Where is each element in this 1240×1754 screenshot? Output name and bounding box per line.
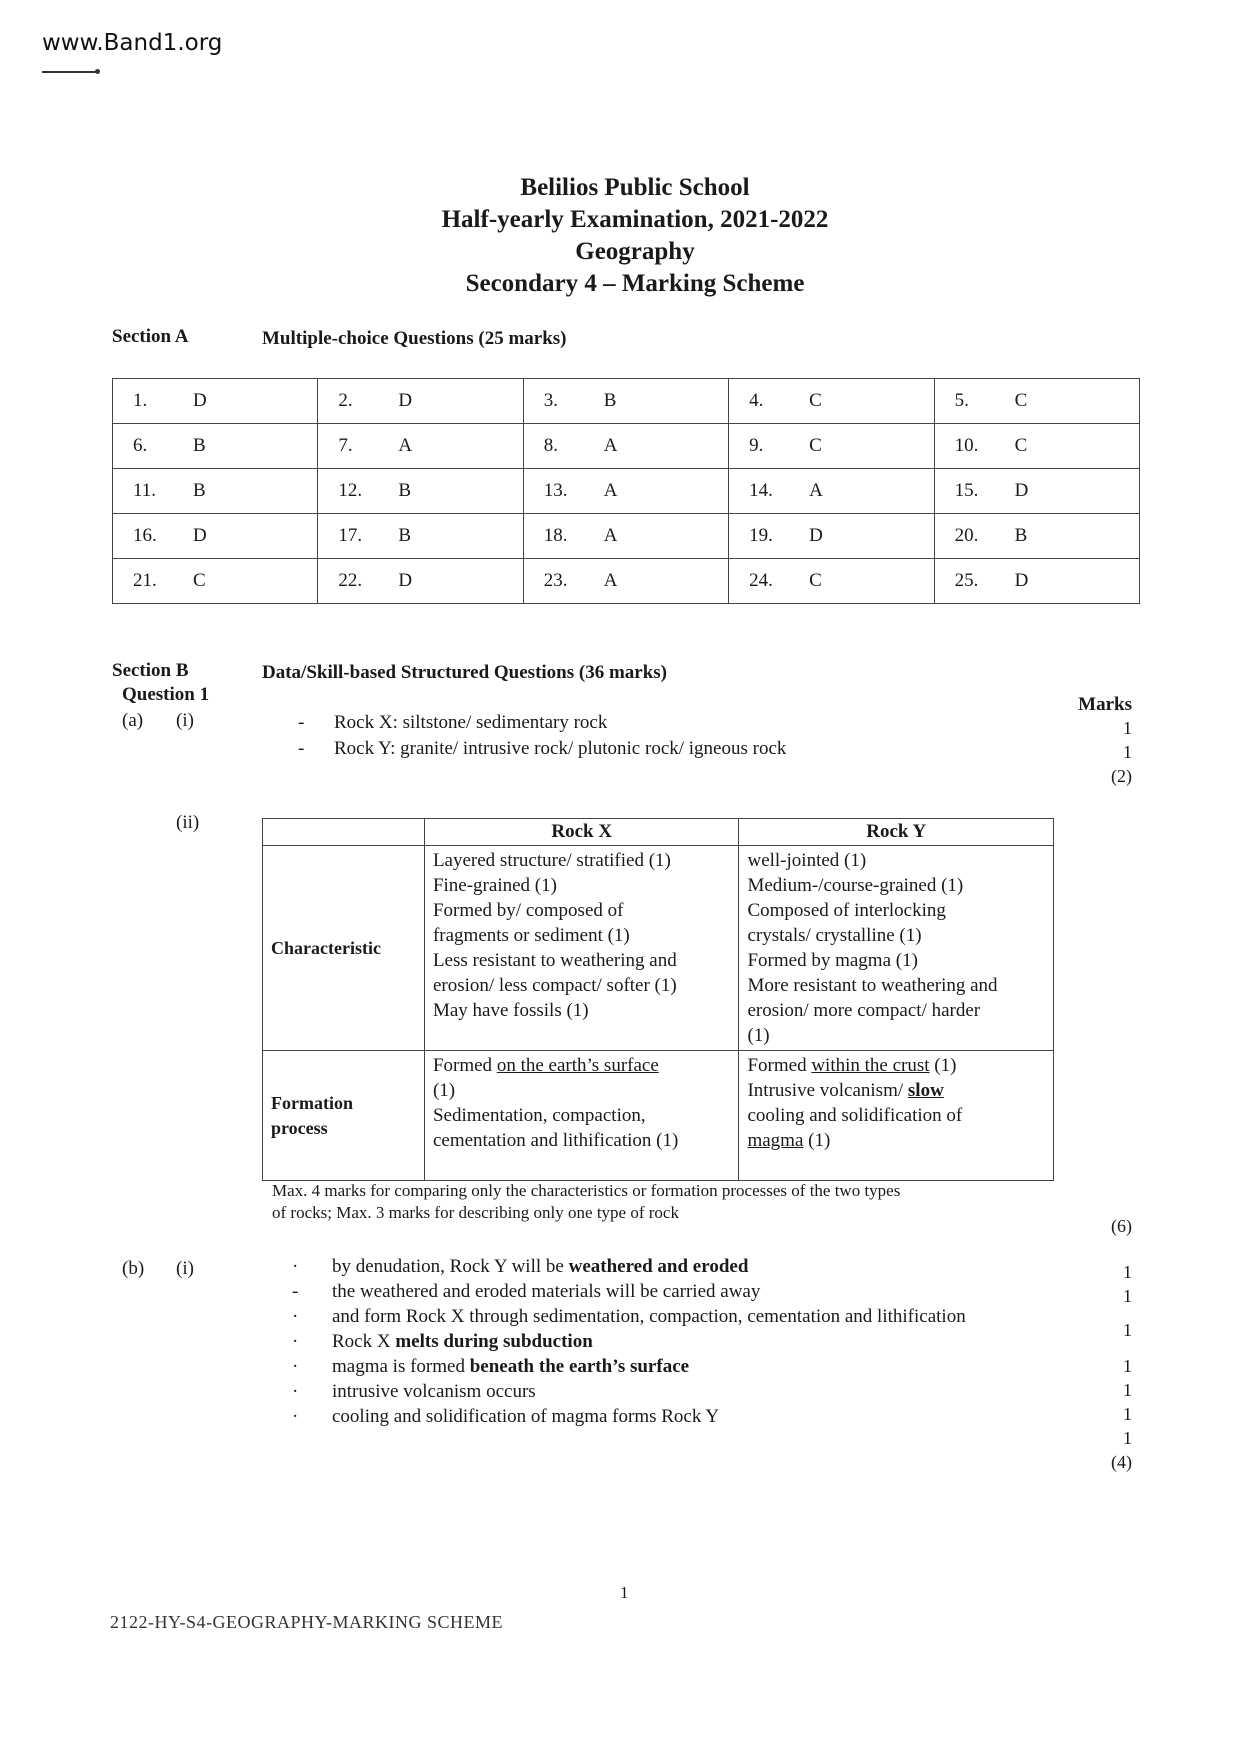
- question-number: 5.: [954, 390, 969, 411]
- mark-total: (6): [1111, 1216, 1132, 1236]
- rock-x-formation: [424, 1051, 739, 1181]
- question-number: 12.: [338, 480, 363, 501]
- question-number: 16.: [133, 525, 157, 546]
- rock-y-formation: [739, 1051, 1054, 1181]
- answer-letter: B: [603, 390, 617, 411]
- characteristic-row-label: Characteristic: [263, 846, 425, 1051]
- section-b-title: Data/Skill-based Structured Questions (36 marks): [262, 662, 668, 683]
- document-code: 2122-HY-S4-GEOGRAPHY-MARKING SCHEME: [110, 1612, 504, 1632]
- mcq-row: [113, 469, 1140, 514]
- list-item: [292, 1404, 1012, 1429]
- dash: -: [298, 712, 305, 733]
- text: cementation and lithification (1): [432, 1130, 679, 1151]
- section-a-label: Section A: [112, 326, 189, 347]
- list-item: [292, 1329, 1012, 1354]
- rock-y-char-line: Formed by magma (1): [747, 950, 918, 971]
- marking-note: [272, 1180, 1052, 1224]
- text: and form Rock X through sedimentation, compaction, cementation and lithification: [332, 1306, 966, 1327]
- answer-letter: A: [603, 480, 618, 501]
- question-number: 17.: [338, 525, 363, 546]
- note-line: of rocks; Max. 3 marks for describing only one type of rock: [272, 1203, 679, 1222]
- question-number: 15.: [954, 480, 979, 501]
- text: Formed: [432, 1055, 497, 1076]
- answer-letter: B: [1014, 525, 1028, 546]
- rock-x-char-line: Fine-grained (1): [432, 875, 557, 896]
- mcq-cell: [729, 424, 934, 469]
- list-item: [292, 1379, 1012, 1404]
- mark-value: 1: [1123, 1320, 1132, 1340]
- answer-letter: A: [809, 480, 823, 501]
- text: (1): [803, 1130, 831, 1151]
- mcq-cell: [523, 469, 728, 514]
- question-number: 24.: [749, 570, 773, 591]
- mark-value: 1: [1123, 1404, 1132, 1424]
- question-number: 2.: [338, 390, 353, 411]
- mcq-row: [113, 424, 1140, 469]
- school-name: Belilios Public School: [520, 174, 750, 201]
- text: Sedimentation, compaction,: [432, 1105, 646, 1126]
- answer-letter: B: [193, 480, 206, 501]
- text: intrusive volcanism occurs: [332, 1381, 536, 1402]
- mark-value: 1: [1123, 1286, 1132, 1306]
- page-number: 1: [620, 1583, 629, 1602]
- mcq-cell: [729, 514, 934, 559]
- bullet-icon: ·: [292, 1381, 299, 1402]
- section-a-title: Multiple-choice Questions (25 marks): [262, 328, 567, 349]
- mcq-cell: [934, 559, 1139, 604]
- answer-list-b-i: [292, 1254, 1012, 1429]
- mark-value: 1: [1123, 1380, 1132, 1400]
- rock-x-char-line: Formed by/ composed of: [432, 900, 624, 921]
- rock-y-header: Rock Y: [739, 819, 1054, 846]
- question-number: 4.: [749, 390, 764, 411]
- underlined-keyword: within the crust: [811, 1055, 930, 1076]
- mcq-cell: [934, 469, 1139, 514]
- text: (1): [432, 1080, 456, 1101]
- mcq-row: [113, 514, 1140, 559]
- mcq-cell: [113, 469, 318, 514]
- list-item: [292, 1354, 1012, 1379]
- answer-letter: A: [398, 435, 413, 456]
- mcq-cell: [729, 379, 934, 424]
- mcq-row: [113, 559, 1140, 604]
- question-number: 19.: [749, 525, 773, 546]
- bullet-icon: ·: [292, 1306, 299, 1327]
- question-number: 22.: [338, 570, 363, 591]
- list-item: [292, 1279, 1012, 1304]
- text: (1): [929, 1055, 957, 1076]
- mcq-cell: [934, 424, 1139, 469]
- answer-letter: D: [193, 390, 207, 411]
- section-b-label: Section B: [112, 660, 189, 681]
- mark-value: 1: [1123, 1356, 1132, 1376]
- answer-a-i-2: Rock Y: granite/ intrusive rock/ plutonic rock/ igneous rock: [334, 738, 787, 759]
- text: Formed: [747, 1055, 812, 1076]
- mcq-cell: [113, 379, 318, 424]
- question-number: 3.: [543, 390, 559, 411]
- mark-value: 1: [1123, 1262, 1132, 1282]
- rock-x-char-line: fragments or sediment (1): [432, 925, 630, 946]
- question-number: 11.: [133, 480, 157, 501]
- question-number: 9.: [749, 435, 764, 456]
- rock-x-char-line: erosion/ less compact/ softer (1): [432, 975, 677, 996]
- answer-letter: B: [398, 480, 412, 501]
- dash: -: [298, 738, 305, 759]
- answer-letter: D: [1014, 480, 1029, 501]
- bullet-icon: ·: [292, 1406, 299, 1427]
- rock-x-char-line: Layered structure/ stratified (1): [432, 850, 671, 871]
- rock-x-characteristics: [424, 846, 739, 1051]
- bold-keyword: beneath the earth’s surface: [469, 1356, 690, 1377]
- mcq-cell: [523, 514, 728, 559]
- rock-x-char-line: Less resistant to weathering and: [432, 950, 677, 971]
- question-number: 23.: [543, 570, 568, 591]
- formation-label-line: Formation: [271, 1092, 353, 1113]
- mcq-cell: [523, 559, 728, 604]
- question-number: 7.: [338, 435, 353, 456]
- rock-y-char-line: Composed of interlocking: [747, 900, 946, 921]
- answer-letter: B: [193, 435, 206, 456]
- rock-y-char-line: (1): [747, 1025, 770, 1046]
- mark-value: 1: [1123, 718, 1132, 738]
- answer-letter: A: [603, 525, 618, 546]
- mcq-cell: [729, 559, 934, 604]
- part-a-ii-label: (ii): [176, 812, 200, 833]
- question-number: 13.: [543, 480, 568, 501]
- question-number: 10.: [954, 435, 979, 456]
- answer-letter: B: [398, 525, 412, 546]
- answer-a-i-1: Rock X: siltstone/ sedimentary rock: [334, 712, 608, 733]
- level-title: Secondary 4 – Marking Scheme: [465, 270, 805, 297]
- mark-value: 1: [1123, 1428, 1132, 1448]
- rock-x-char-line: May have fossils (1): [432, 1000, 589, 1021]
- answer-letter: D: [809, 525, 823, 546]
- mcq-cell: [113, 559, 318, 604]
- answer-letter: A: [603, 435, 618, 456]
- note-line: Max. 4 marks for comparing only the characteristics or formation processes of the two types: [272, 1181, 901, 1200]
- mcq-cell: [113, 424, 318, 469]
- answer-letter: D: [193, 525, 207, 546]
- bullet-icon: ·: [292, 1331, 299, 1352]
- answer-letter: C: [1014, 435, 1028, 456]
- rock-x-header: Rock X: [424, 819, 739, 846]
- exam-title: Half-yearly Examination, 2021-2022: [441, 206, 829, 233]
- question-number: 6.: [133, 435, 148, 456]
- mark-total: (2): [1111, 766, 1132, 786]
- question-number: 20.: [954, 525, 979, 546]
- rock-y-char-line: crystals/ crystalline (1): [747, 925, 922, 946]
- underlined-keyword: slow: [907, 1080, 944, 1101]
- mcq-cell: [113, 514, 318, 559]
- mcq-cell: [934, 514, 1139, 559]
- mcq-cell: [318, 559, 523, 604]
- answer-letter: C: [1014, 390, 1028, 411]
- text: Intrusive volcanism/: [747, 1080, 908, 1101]
- text: cooling and solidification of magma forms Rock Y: [332, 1406, 720, 1427]
- mcq-cell: [729, 469, 934, 514]
- answer-letter: C: [809, 390, 822, 411]
- mcq-cell: [318, 514, 523, 559]
- arrow-decoration: [42, 71, 98, 73]
- question-number: 21.: [133, 570, 157, 591]
- answer-letter: D: [398, 390, 413, 411]
- mcq-cell: [318, 469, 523, 514]
- list-item: [292, 1254, 1012, 1279]
- empty-header-cell: [263, 819, 425, 846]
- mcq-cell: [318, 424, 523, 469]
- bold-keyword: weathered and eroded: [568, 1256, 749, 1277]
- text: magma is formed: [332, 1356, 470, 1377]
- bullet-icon: ·: [292, 1256, 299, 1277]
- bullet-icon: ·: [292, 1356, 299, 1377]
- rock-y-characteristics: [739, 846, 1054, 1051]
- answer-letter: C: [809, 435, 822, 456]
- mcq-cell: [523, 379, 728, 424]
- mark-total: (4): [1111, 1452, 1132, 1472]
- subject-title: Geography: [575, 238, 695, 265]
- document-header: [0, 172, 1240, 300]
- mcq-cell: [318, 379, 523, 424]
- rock-y-char-line: erosion/ more compact/ harder: [747, 1000, 981, 1021]
- underlined-keyword: magma: [747, 1130, 804, 1151]
- answer-letter: C: [809, 570, 822, 591]
- mcq-cell: [934, 379, 1139, 424]
- formation-label-line: process: [271, 1117, 328, 1138]
- question-number: 1.: [133, 390, 148, 411]
- part-b-i-label: (i): [176, 1258, 194, 1279]
- answer-letter: C: [193, 570, 206, 591]
- bullet-icon: -: [292, 1281, 299, 1302]
- bold-keyword: melts during subduction: [395, 1331, 593, 1352]
- mcq-row: [113, 379, 1140, 424]
- question-number: 18.: [543, 525, 568, 546]
- marks-header: Marks: [1078, 694, 1132, 715]
- rock-comparison-table: [262, 818, 1054, 1181]
- question-number: 25.: [954, 570, 979, 591]
- question-label: Question 1: [122, 684, 210, 705]
- part-a-label: (a): [122, 710, 144, 731]
- rock-y-char-line: Medium-/course-grained (1): [747, 875, 964, 896]
- part-b-label: (b): [122, 1258, 145, 1279]
- part-a-i-label: (i): [176, 710, 194, 731]
- text: the weathered and eroded materials will be carried away: [332, 1281, 761, 1302]
- text: Rock X: [332, 1331, 396, 1352]
- answer-letter: D: [1014, 570, 1029, 591]
- rock-y-char-line: More resistant to weathering and: [747, 975, 998, 996]
- watermark-link[interactable]: www.Band1.org: [42, 30, 223, 56]
- question-number: 14.: [749, 480, 773, 501]
- answer-letter: A: [603, 570, 618, 591]
- mcq-answer-table: [112, 378, 1140, 604]
- rock-y-char-line: well-jointed (1): [747, 850, 867, 871]
- list-item: [292, 1304, 1012, 1329]
- answer-letter: D: [398, 570, 413, 591]
- text: cooling and solidification of: [747, 1105, 963, 1126]
- formation-row-label: [263, 1051, 425, 1181]
- mcq-cell: [523, 424, 728, 469]
- text: by denudation, Rock Y will be: [332, 1256, 569, 1277]
- mark-value: 1: [1123, 742, 1132, 762]
- question-number: 8.: [543, 435, 559, 456]
- underlined-keyword: on the earth’s surface: [496, 1055, 659, 1076]
